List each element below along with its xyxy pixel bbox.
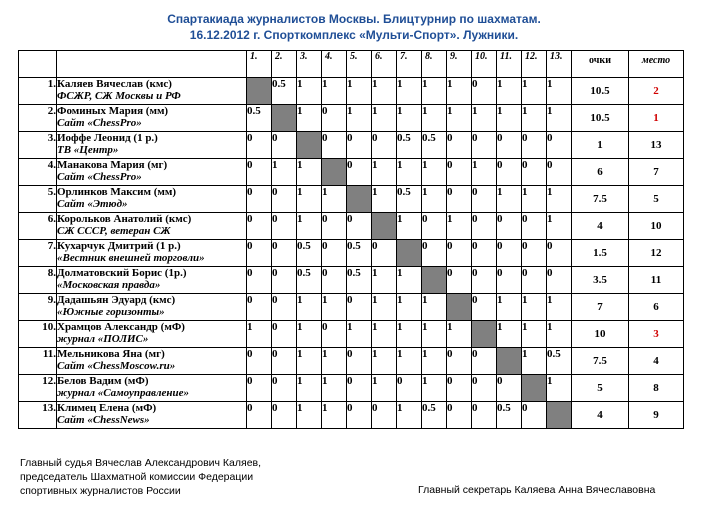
player-name: Фоминых Мария (мм): [57, 105, 169, 117]
result-cell: 1: [422, 159, 447, 186]
result-cell: 0: [397, 375, 422, 402]
round-header: 11.: [497, 51, 522, 78]
result-cell: 1: [372, 186, 397, 213]
result-cell: 1: [547, 321, 572, 348]
player-club: «Московская правда»: [57, 279, 161, 291]
points-cell: 10.5: [572, 105, 629, 132]
result-cell: 1: [497, 105, 522, 132]
player-number: 1.: [19, 78, 57, 105]
place-cell: 5: [629, 186, 684, 213]
place-cell: 3: [629, 321, 684, 348]
player-club: журнал «Самоуправление»: [57, 387, 189, 399]
points-cell: 7: [572, 294, 629, 321]
result-cell: 1: [247, 321, 272, 348]
result-cell: 1: [522, 321, 547, 348]
result-cell: 0: [522, 159, 547, 186]
result-cell: 1: [397, 213, 422, 240]
player-cell: [57, 78, 247, 105]
points-cell: 10.5: [572, 78, 629, 105]
player-club: «Вестник внешней торговли»: [57, 252, 205, 264]
player-club: Сайт «ChessMoscow.ru»: [57, 360, 176, 372]
points-header: очки: [572, 51, 629, 78]
player-name: Климец Елена (мФ): [57, 402, 157, 414]
result-cell: 0: [272, 132, 297, 159]
round-header: 10.: [472, 51, 497, 78]
result-cell: 1: [397, 294, 422, 321]
points-cell: 10: [572, 321, 629, 348]
title-line-2: 16.12.2012 г. Спорткомплекс «Мульти-Спорт». Лужники.: [189, 28, 519, 42]
result-cell: 0: [347, 294, 372, 321]
chief-secretary: Главный секретарь Каляева Анна Вячеславовна: [418, 484, 656, 496]
player-name: Корольков Анатолий (кмс): [57, 213, 192, 225]
player-number: 13.: [19, 402, 57, 429]
player-cell: [57, 105, 247, 132]
result-cell: 0: [522, 267, 547, 294]
result-cell: 0: [522, 132, 547, 159]
diagonal-cell: [397, 240, 422, 267]
result-cell: 0: [447, 402, 472, 429]
player-number: 10.: [19, 321, 57, 348]
result-cell: 1: [322, 348, 347, 375]
result-cell: 0: [522, 213, 547, 240]
result-cell: 0: [497, 159, 522, 186]
result-cell: 0: [347, 132, 372, 159]
points-cell: 3.5: [572, 267, 629, 294]
result-cell: 0: [497, 375, 522, 402]
result-cell: 0: [447, 159, 472, 186]
result-cell: 1: [497, 78, 522, 105]
player-name: Орлинков Максим (мм): [57, 186, 177, 198]
player-row: [19, 321, 684, 348]
player-name: Мельникова Яна (мг): [57, 348, 165, 360]
result-cell: 0.5: [547, 348, 572, 375]
result-cell: 0: [447, 186, 472, 213]
diagonal-cell: [272, 105, 297, 132]
diagonal-cell: [247, 78, 272, 105]
result-cell: 1: [397, 159, 422, 186]
player-row: [19, 294, 684, 321]
result-cell: 0: [347, 348, 372, 375]
result-cell: 1: [472, 159, 497, 186]
points-cell: 7.5: [572, 186, 629, 213]
result-cell: 1: [497, 294, 522, 321]
player-name: Манакова Мария (мг): [57, 159, 168, 171]
result-cell: 0: [472, 402, 497, 429]
result-cell: 0: [472, 78, 497, 105]
place-cell: 10: [629, 213, 684, 240]
player-club: ФСЖР, СЖ Москвы и РФ: [57, 90, 181, 102]
player-cell: [57, 159, 247, 186]
result-cell: 0: [497, 267, 522, 294]
points-cell: 1.5: [572, 240, 629, 267]
place-cell: 2: [629, 78, 684, 105]
result-cell: 1: [422, 186, 447, 213]
place-cell: 9: [629, 402, 684, 429]
result-cell: 1: [372, 321, 397, 348]
player-cell: [57, 402, 247, 429]
result-cell: 0: [472, 240, 497, 267]
result-cell: 1: [497, 186, 522, 213]
result-cell: 0: [322, 267, 347, 294]
result-cell: 0: [497, 132, 522, 159]
result-cell: 1: [497, 321, 522, 348]
player-club: Сайт «ChessPro»: [57, 117, 142, 129]
result-cell: 1: [347, 105, 372, 132]
result-cell: 1: [297, 402, 322, 429]
result-cell: 1: [322, 375, 347, 402]
player-number: 11.: [19, 348, 57, 375]
player-name: Дадашьян Эдуард (кмс): [57, 294, 176, 306]
title-line-1: Спартакиада журналистов Москвы. Блицтурнир по шахматам.: [167, 12, 541, 26]
result-cell: 1: [372, 267, 397, 294]
result-cell: 1: [322, 186, 347, 213]
result-cell: 1: [397, 78, 422, 105]
result-cell: 0: [547, 132, 572, 159]
result-cell: 1: [522, 105, 547, 132]
player-row: [19, 186, 684, 213]
player-row: [19, 348, 684, 375]
result-cell: 0: [272, 321, 297, 348]
results-table: [18, 50, 684, 429]
result-cell: 0.5: [422, 132, 447, 159]
result-cell: 1: [422, 375, 447, 402]
result-cell: 0: [472, 294, 497, 321]
result-cell: 0: [247, 267, 272, 294]
result-cell: 0: [272, 348, 297, 375]
diagonal-cell: [472, 321, 497, 348]
result-cell: 0: [272, 294, 297, 321]
player-row: [19, 267, 684, 294]
result-cell: 0: [372, 132, 397, 159]
diagonal-cell: [322, 159, 347, 186]
place-cell: 7: [629, 159, 684, 186]
result-cell: 1: [472, 105, 497, 132]
result-cell: 1: [397, 348, 422, 375]
result-cell: 1: [547, 213, 572, 240]
player-name: Долматовский Борис (1р.): [57, 267, 187, 279]
player-row: [19, 105, 684, 132]
result-cell: 0: [372, 240, 397, 267]
points-cell: 1: [572, 132, 629, 159]
result-cell: 0: [322, 240, 347, 267]
place-cell: 4: [629, 348, 684, 375]
player-cell: [57, 321, 247, 348]
points-cell: 7.5: [572, 348, 629, 375]
player-club: Сайт «ChessPro»: [57, 171, 142, 183]
result-cell: 1: [297, 213, 322, 240]
result-cell: 1: [322, 78, 347, 105]
result-cell: 1: [372, 105, 397, 132]
result-cell: 0.5: [347, 267, 372, 294]
player-name: Иоффе Леонид (1 р.): [57, 132, 158, 144]
diagonal-cell: [422, 267, 447, 294]
points-cell: 5: [572, 375, 629, 402]
result-cell: 1: [397, 402, 422, 429]
result-cell: 0: [247, 159, 272, 186]
player-club: ТВ «Центр»: [57, 144, 119, 156]
result-cell: 0: [247, 240, 272, 267]
player-cell: [57, 240, 247, 267]
result-cell: 1: [422, 78, 447, 105]
player-cell: [57, 375, 247, 402]
player-name: Каляев Вячеслав (кмс): [57, 78, 172, 90]
result-cell: 0: [447, 240, 472, 267]
player-number: 2.: [19, 105, 57, 132]
result-cell: 1: [522, 294, 547, 321]
result-cell: 0: [247, 132, 272, 159]
player-row: [19, 159, 684, 186]
result-cell: 1: [397, 321, 422, 348]
player-name: Белов Вадим (мФ): [57, 375, 149, 387]
player-row: [19, 213, 684, 240]
result-cell: 1: [447, 78, 472, 105]
round-header: 7.: [397, 51, 422, 78]
result-cell: 0: [272, 213, 297, 240]
player-row: [19, 375, 684, 402]
chief-judge-line-2: председатель Шахматной комиссии Федерации: [20, 471, 254, 483]
result-cell: 0: [447, 375, 472, 402]
result-cell: 1: [297, 78, 322, 105]
result-cell: 0: [547, 159, 572, 186]
result-cell: 0.5: [347, 240, 372, 267]
result-cell: 1: [422, 294, 447, 321]
result-cell: 0: [247, 402, 272, 429]
result-cell: 1: [372, 348, 397, 375]
result-cell: 1: [547, 78, 572, 105]
result-cell: 0: [472, 213, 497, 240]
result-cell: 0: [322, 105, 347, 132]
result-cell: 1: [547, 375, 572, 402]
chief-judge: [20, 456, 261, 498]
result-cell: 1: [447, 213, 472, 240]
chief-judge-line-3: спортивных журналистов России: [20, 485, 181, 497]
place-cell: 8: [629, 375, 684, 402]
round-header: 12.: [522, 51, 547, 78]
result-cell: 1: [547, 294, 572, 321]
player-cell: [57, 213, 247, 240]
points-cell: 6: [572, 159, 629, 186]
player-number: 5.: [19, 186, 57, 213]
result-cell: 0: [347, 159, 372, 186]
diagonal-cell: [297, 132, 322, 159]
diagonal-cell: [347, 186, 372, 213]
result-cell: 0.5: [272, 78, 297, 105]
result-cell: 0: [272, 375, 297, 402]
result-cell: 1: [297, 294, 322, 321]
result-cell: 1: [447, 321, 472, 348]
result-cell: 0: [347, 213, 372, 240]
result-cell: 1: [297, 375, 322, 402]
result-cell: 1: [297, 159, 322, 186]
round-header: 13.: [547, 51, 572, 78]
round-header: 9.: [447, 51, 472, 78]
result-cell: 0: [247, 213, 272, 240]
result-cell: 0: [322, 132, 347, 159]
result-cell: 1: [547, 186, 572, 213]
result-cell: 1: [522, 186, 547, 213]
result-cell: 0.5: [422, 402, 447, 429]
result-cell: 1: [422, 321, 447, 348]
round-header: 6.: [372, 51, 397, 78]
result-cell: 0: [247, 375, 272, 402]
round-header: 1.: [247, 51, 272, 78]
result-cell: 0: [522, 240, 547, 267]
player-club: Сайт «Этюд»: [57, 198, 128, 210]
result-cell: 0.5: [397, 132, 422, 159]
result-cell: 1: [397, 105, 422, 132]
player-row: [19, 240, 684, 267]
result-cell: 0: [272, 186, 297, 213]
diagonal-cell: [372, 213, 397, 240]
player-number: 8.: [19, 267, 57, 294]
result-cell: 1: [272, 159, 297, 186]
place-cell: 6: [629, 294, 684, 321]
player-club: Сайт «ChessNews»: [57, 414, 150, 426]
player-cell: [57, 132, 247, 159]
player-club: «Южные горизонты»: [57, 306, 165, 318]
player-name: Храмцов Александр (мФ): [57, 321, 185, 333]
result-cell: 0: [472, 132, 497, 159]
result-cell: 0: [522, 402, 547, 429]
result-cell: 0: [322, 321, 347, 348]
place-cell: 11: [629, 267, 684, 294]
place-cell: 13: [629, 132, 684, 159]
result-cell: 1: [372, 375, 397, 402]
result-cell: 0: [272, 240, 297, 267]
result-cell: 0: [247, 294, 272, 321]
points-cell: 4: [572, 213, 629, 240]
round-header: 5.: [347, 51, 372, 78]
result-cell: 1: [297, 186, 322, 213]
player-cell: [57, 186, 247, 213]
round-header: 8.: [422, 51, 447, 78]
result-cell: 0: [472, 375, 497, 402]
player-name: Кухарчук Дмитрий (1 р.): [57, 240, 181, 252]
result-cell: 1: [297, 105, 322, 132]
result-cell: 1: [297, 321, 322, 348]
place-cell: 1: [629, 105, 684, 132]
player-number: 6.: [19, 213, 57, 240]
result-cell: 0: [272, 402, 297, 429]
points-cell: 4: [572, 402, 629, 429]
chief-judge-line-1: Главный судья Вячеслав Александрович Каляев,: [20, 457, 262, 469]
player-cell: [57, 294, 247, 321]
place-cell: 12: [629, 240, 684, 267]
player-row: [19, 78, 684, 105]
result-cell: 1: [347, 321, 372, 348]
result-cell: 1: [397, 267, 422, 294]
player-row: [19, 402, 684, 429]
header-blank: [57, 51, 247, 78]
result-cell: 0: [447, 132, 472, 159]
result-cell: 1: [322, 294, 347, 321]
result-cell: 0: [472, 186, 497, 213]
result-cell: 1: [322, 402, 347, 429]
player-number: 4.: [19, 159, 57, 186]
round-header: 2.: [272, 51, 297, 78]
player-number: 3.: [19, 132, 57, 159]
diagonal-cell: [447, 294, 472, 321]
result-cell: 0: [472, 267, 497, 294]
result-cell: 0.5: [497, 402, 522, 429]
result-cell: 1: [347, 78, 372, 105]
player-club: журнал «ПОЛИС»: [57, 333, 149, 345]
result-cell: 0: [547, 267, 572, 294]
result-cell: 0: [497, 213, 522, 240]
place-header: место: [629, 51, 684, 78]
player-cell: [57, 348, 247, 375]
result-cell: 0: [322, 213, 347, 240]
round-header: 3.: [297, 51, 322, 78]
result-cell: 1: [297, 348, 322, 375]
result-cell: 0.5: [297, 267, 322, 294]
result-cell: 0: [347, 402, 372, 429]
player-row: [19, 132, 684, 159]
result-cell: 0: [422, 240, 447, 267]
result-cell: 1: [522, 348, 547, 375]
result-cell: 0: [347, 375, 372, 402]
result-cell: 0: [447, 348, 472, 375]
diagonal-cell: [522, 375, 547, 402]
round-header: 4.: [322, 51, 347, 78]
result-cell: 1: [372, 78, 397, 105]
diagonal-cell: [497, 348, 522, 375]
result-cell: 0: [272, 267, 297, 294]
result-cell: 0: [372, 402, 397, 429]
player-number: 9.: [19, 294, 57, 321]
result-cell: 1: [372, 294, 397, 321]
result-cell: 1: [422, 348, 447, 375]
result-cell: 0.5: [247, 105, 272, 132]
result-cell: 0: [247, 186, 272, 213]
diagonal-cell: [547, 402, 572, 429]
result-cell: 1: [522, 78, 547, 105]
player-cell: [57, 267, 247, 294]
player-club: СЖ СССР, ветеран СЖ: [57, 225, 171, 237]
result-cell: 1: [422, 105, 447, 132]
result-cell: 1: [547, 105, 572, 132]
result-cell: 0: [547, 240, 572, 267]
result-cell: 0: [422, 213, 447, 240]
result-cell: 0: [247, 348, 272, 375]
result-cell: 0: [497, 240, 522, 267]
result-cell: 1: [372, 159, 397, 186]
result-cell: 0: [447, 267, 472, 294]
result-cell: 0: [472, 348, 497, 375]
player-number: 7.: [19, 240, 57, 267]
header-row: [19, 51, 684, 78]
header-blank: [19, 51, 57, 78]
player-number: 12.: [19, 375, 57, 402]
result-cell: 0.5: [297, 240, 322, 267]
result-cell: 0.5: [397, 186, 422, 213]
result-cell: 1: [447, 105, 472, 132]
